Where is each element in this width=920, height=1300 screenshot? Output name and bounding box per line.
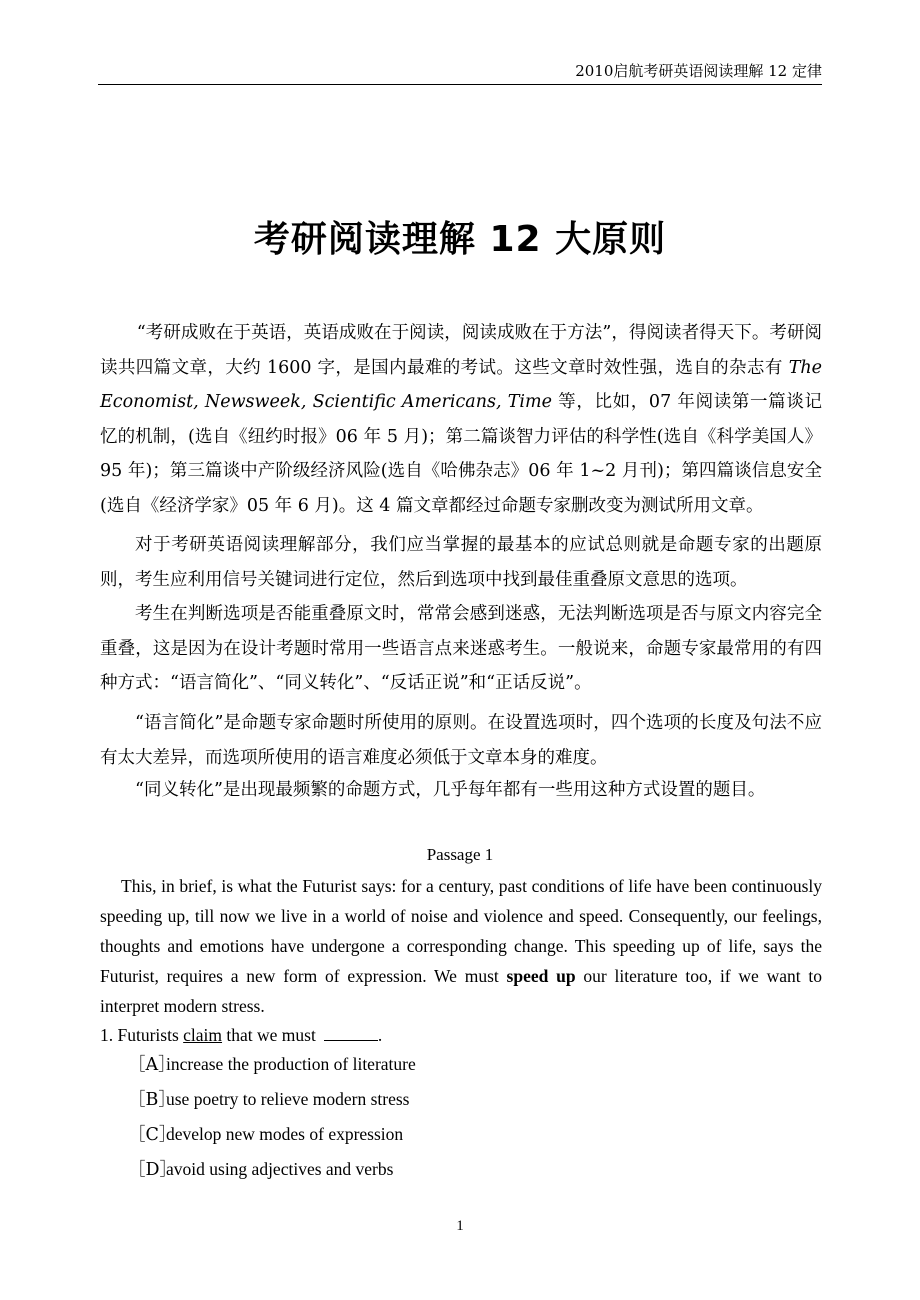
option-a (128, 1050, 416, 1079)
intro-p4-text: “语言简化”是命题专家命题时所使用的原则。在设置选项时，四个选项的长度及句法不应有太大差异，而选项所使用的语言难度必须低于文章本身的难度。 (100, 713, 822, 768)
passage-text-a: This, in brief, is what the Futurist says: for a century, past conditions of life have been continuously speeding up, till now we live in a world of noise and violence and speed. Consequently, our feelings, thoughts and emotions have undergone a corresponding change. This speeding up of life, says the Futurist, requires a new form of expression. We must (100, 876, 822, 986)
header-divider (98, 84, 822, 85)
intro-paragraph-3 (100, 597, 822, 701)
option-b (128, 1085, 409, 1114)
option-text: avoid using adjectives and verbs (166, 1159, 394, 1179)
option-d (128, 1155, 393, 1184)
intro-p5-text: “同义转化”是出现最频繁的命题方式，几乎每年都有一些用这种方式设置的题目。 (135, 780, 766, 800)
option-letter: ［C］ (128, 1125, 177, 1145)
magazine-names: The Economist, Newsweek, Scientific Americans, Time (100, 357, 822, 412)
intro-paragraph-4 (100, 706, 822, 775)
intro-p2-text: 对于考研英语阅读理解部分，我们应当掌握的最基本的应试总则就是命题专家的出题原则，考生应利用信号关键词进行定位，然后到选项中找到最佳重叠原文意思的选项。 (100, 535, 822, 590)
passage-bold-phrase: speed up (506, 966, 576, 986)
option-letter: ［D］ (128, 1160, 178, 1180)
question-keyword: claim (183, 1025, 223, 1045)
running-header: 2010启航考研英语阅读理解 12 定律 (575, 62, 822, 80)
intro-p1-text-a: “考研成败在于英语，英语成败在于阅读，阅读成败在于方法”，得阅读者得天下。考研阅读共四篇文章，大约 1600 字，是国内最难的考试。这些文章时效性强，选自的杂志有 (100, 323, 822, 378)
passage-text (100, 871, 822, 1021)
intro-paragraph-1 (100, 316, 822, 523)
question-end: . (377, 1025, 383, 1045)
page-number: 1 (456, 1218, 464, 1234)
option-text: increase the production of literature (166, 1054, 416, 1074)
option-letter: ［B］ (128, 1090, 176, 1110)
passage-title: Passage 1 (426, 845, 494, 864)
intro-p3-text: 考生在判断选项是否能重叠原文时，常常会感到迷惑，无法判断选项是否与原文内容完全重叠，这是因为在设计考题时常用一些语言点来迷惑考生。一般说来，命题专家最常用的有四种方式：“语言简化”、“同义转化”、“反话正说”和“正话反说”。 (100, 604, 822, 693)
option-text: develop new modes of expression (166, 1124, 404, 1144)
option-text: use poetry to relieve modern stress (166, 1089, 410, 1109)
answer-blank (324, 1026, 378, 1041)
page-title: 考研阅读理解 12 大原则 (253, 219, 667, 260)
question-stem (100, 1021, 822, 1049)
intro-paragraph-5 (100, 773, 822, 808)
intro-p1-text-b: 等，比如，07 年阅读第一篇谈记忆的机制，(选自《纽约时报》06 年 5 月)；第二篇谈智力评估的科学性(选自《科学美国人》95 年)；第三篇谈中产阶级经济风险(选自《哈佛杂志》06 年 1~2 月刊)；第四篇谈信息安全(选自《经济学家》05 年 6 月)。这 4 篇文章都经过命题专家删改变为测试所用文章。 (100, 392, 822, 516)
question-suffix: that we must (226, 1025, 316, 1045)
intro-paragraph-2 (100, 528, 822, 597)
question-prefix: 1. Futurists (100, 1025, 179, 1045)
passage-text-b: our literature too, if we want to interpret modern stress. (100, 966, 822, 1016)
option-letter: ［A］ (128, 1055, 176, 1075)
option-c (128, 1120, 403, 1149)
